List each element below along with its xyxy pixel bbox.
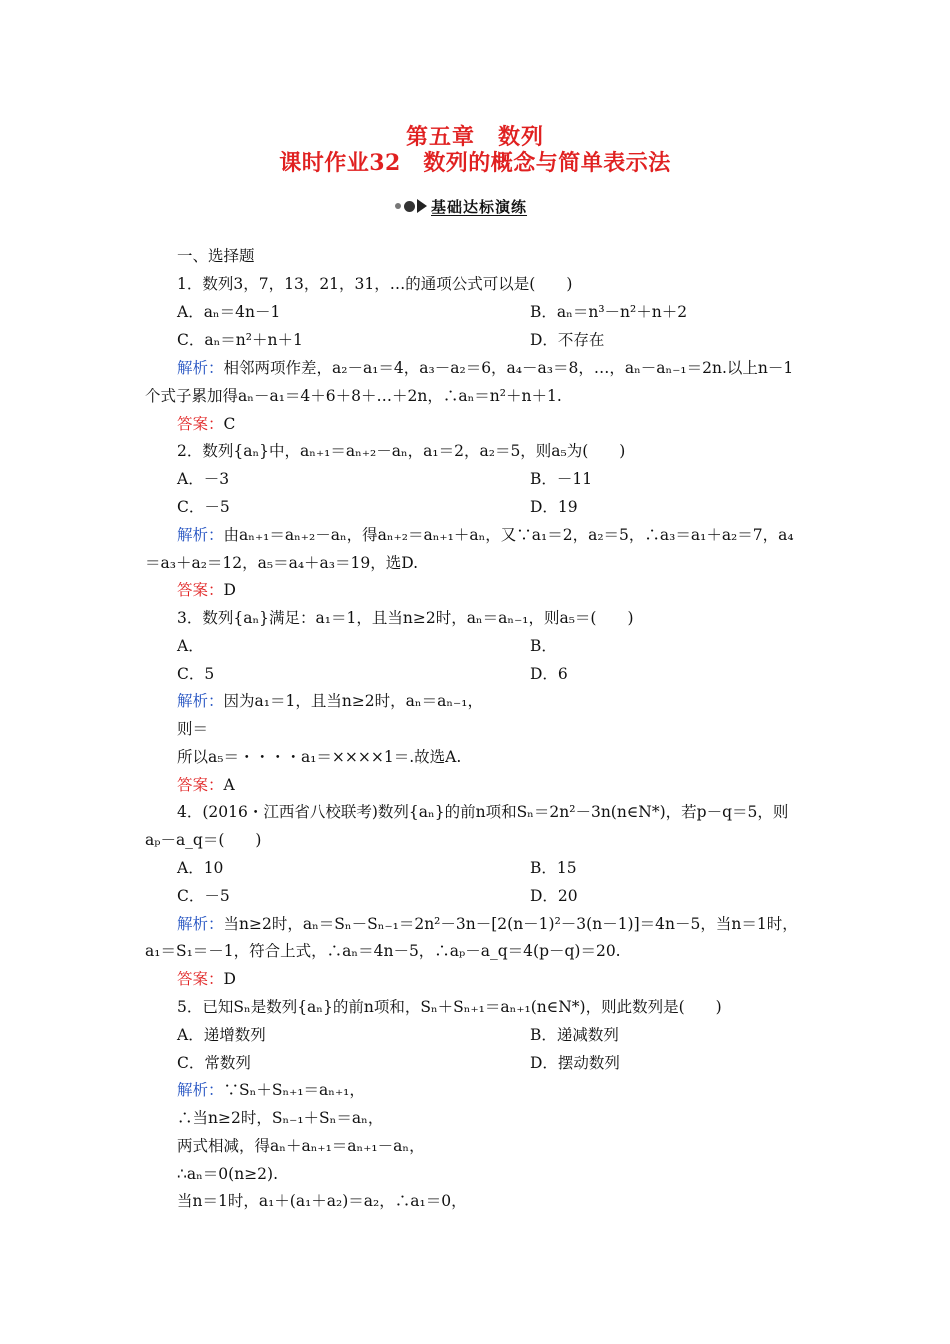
analysis-label: 解析：	[177, 526, 224, 544]
analysis-line: 解析：∵Sₙ＋Sₙ₊₁＝aₙ₊₁，	[177, 1081, 365, 1099]
banner-label: 基础达标演练	[431, 197, 528, 216]
analysis-line: 则＝	[177, 720, 209, 738]
option-d: D．6	[530, 665, 568, 683]
option-d: D．20	[530, 887, 578, 905]
answer-line: 答案：C	[177, 415, 236, 433]
analysis-label: 解析：	[177, 692, 224, 710]
option-b: B．aₙ＝n³－n²＋n＋2	[530, 303, 688, 321]
option-b: B．	[530, 637, 557, 655]
answer-line: 答案：A	[177, 776, 235, 794]
option-b: B．递减数列	[530, 1026, 619, 1044]
analysis-label: 解析：	[177, 915, 224, 933]
analysis-label: 解析：	[177, 1081, 224, 1099]
option-b: B．15	[530, 859, 577, 877]
analysis-line: 解析：相邻两项作差，a₂－a₁＝4，a₃－a₂＝6，a₄－a₃＝8，…，aₙ－aₙ₋₁＝2n.以上n－1	[177, 359, 794, 377]
analysis-line: 当n＝1时，a₁＋(a₁＋a₂)＝a₂，∴a₁＝0，	[177, 1192, 467, 1210]
option-c: C．aₙ＝n²＋n＋1	[177, 331, 303, 349]
option-b: B．－11	[530, 470, 593, 488]
option-d: D．19	[530, 498, 578, 516]
option-a: A．－3	[177, 470, 230, 488]
chapter-heading: 第五章 数列	[405, 124, 544, 150]
analysis-line: ∴aₙ＝0(n≥2).	[177, 1165, 279, 1183]
analysis-line: ＝a₃＋a₂＝12，a₅＝a₄＋a₃＝19，选D.	[145, 554, 419, 572]
analysis-line: a₁＝S₁＝－1，符合上式，∴aₙ＝4n－5，∴aₚ－a_q＝4(p－q)＝20.	[145, 942, 621, 960]
answer-label: 答案：	[177, 581, 224, 599]
option-a: A．aₙ＝4n－1	[177, 303, 281, 321]
question-stem: 2．数列{aₙ}中，aₙ₊₁＝aₙ₊₂－aₙ，a₁＝2，a₂＝5，则a₅为( )	[177, 442, 626, 460]
answer-line: 答案：D	[177, 970, 236, 988]
answer-line: 答案：D	[177, 581, 236, 599]
option-c: C．5	[177, 665, 215, 683]
answer-label: 答案：	[177, 776, 224, 794]
small-dot-icon	[395, 203, 401, 209]
analysis-line: ∴当n≥2时，Sₙ₋₁＋Sₙ＝aₙ，	[177, 1109, 384, 1127]
analysis-line: 解析：因为a₁＝1，且当n≥2时，aₙ＝aₙ₋₁，	[177, 692, 483, 710]
option-a: A．10	[177, 859, 224, 877]
option-a: A．	[177, 637, 204, 655]
question-stem: 5．已知Sₙ是数列{aₙ}的前n项和，Sₙ＋Sₙ₊₁＝aₙ₊₁(n∈N*)，则此数列是( )	[177, 998, 722, 1016]
answer-label: 答案：	[177, 415, 224, 433]
option-d: D．不存在	[530, 331, 605, 349]
answer-label: 答案：	[177, 970, 224, 988]
arrow-icon	[417, 199, 427, 213]
option-c: C．－5	[177, 887, 230, 905]
question-stem-continued: aₚ－a_q＝( )	[145, 831, 262, 849]
question-stem: 3．数列{aₙ}满足：a₁＝1，且当n≥2时，aₙ＝aₙ₋₁，则a₅＝( )	[177, 609, 634, 627]
analysis-line: 两式相减，得aₙ＋aₙ₊₁＝aₙ₊₁－aₙ，	[177, 1137, 425, 1155]
option-a: A．递增数列	[177, 1026, 266, 1044]
question-stem: 4．(2016・江西省八校联考)数列{aₙ}的前n项和Sₙ＝2n²－3n(n∈N*)，若p－q＝5，则	[177, 803, 789, 821]
analysis-line: 所以a₅＝・・・・a₁＝××××1＝.故选A.	[177, 748, 462, 766]
option-c: C．－5	[177, 498, 230, 516]
option-d: D．摆动数列	[530, 1054, 620, 1072]
section-heading: 一、选择题	[177, 247, 255, 265]
section-banner	[395, 196, 527, 216]
option-c: C．常数列	[177, 1054, 251, 1072]
analysis-line: 解析：当n≥2时，aₙ＝Sₙ－Sₙ₋₁＝2n²－3n－[2(n－1)²－3(n－1)]＝4n－5，当n＝1时，	[177, 915, 798, 933]
large-dot-icon	[404, 201, 415, 212]
analysis-line: 解析：由aₙ₊₁＝aₙ₊₂－aₙ，得aₙ₊₂＝aₙ₊₁＋aₙ，又∵a₁＝2，a₂＝5，∴a₃＝a₁＋a₂＝7，a₄	[177, 526, 794, 544]
analysis-line: 个式子累加得aₙ－a₁＝4＋6＋8＋…＋2n，∴aₙ＝n²＋n＋1.	[145, 387, 562, 405]
analysis-label: 解析：	[177, 359, 224, 377]
page-title: 课时作业32 数列的概念与简单表示法	[279, 150, 671, 176]
question-stem: 1．数列3，7，13，21，31，…的通项公式可以是( )	[177, 275, 573, 293]
